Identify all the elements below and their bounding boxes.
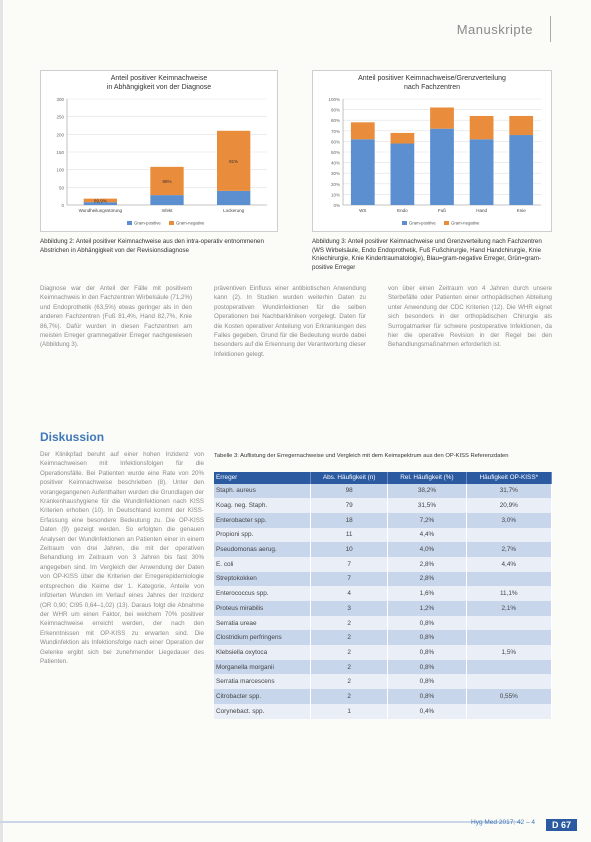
- table-cell: Clostridium perfringens: [214, 630, 311, 645]
- legend-swatch: [444, 221, 449, 225]
- legend-label: Gram-negative: [176, 220, 205, 226]
- table-cell: Citrobacter spp.: [214, 689, 311, 704]
- table-cell: [466, 630, 551, 645]
- x-tick-label: Hand: [476, 208, 487, 213]
- table-cell: [466, 616, 551, 631]
- table-row: [214, 616, 552, 631]
- table-3-header-cell: Häufigkeit OP-KISS*: [466, 472, 551, 484]
- table-3-caption: Tabelle 3: Auflistung der Erregernachweise und Vergleich mit dem Keimspektrum aus den OP-KISS Referenzdaten: [214, 453, 509, 459]
- table-row: [214, 498, 552, 513]
- y-tick-label: 0%: [333, 203, 340, 208]
- legend-swatch: [402, 221, 407, 225]
- y-tick-label: 80%: [330, 118, 340, 124]
- table-cell: 10: [311, 542, 388, 557]
- column-2-text: präventiven Einfluss einer antibiotischen Anwendung kann (2). In Studien wurden weiterhin Daten zu postoperativen Wundinfektionen für die selben Operationen bei Nachbarkliniken vorgelegt. Daten für die Kosten operativer Anteilung von Erkrankungen des Falles gegeben. Grund für die Bedeutung wurde dabei besonders auf die Erkennung der Verantwortung dieser Infektionen gelegt.: [214, 285, 366, 358]
- table-row: [214, 630, 552, 645]
- table-cell: 11: [311, 528, 388, 543]
- y-tick-label: 150: [56, 150, 64, 155]
- table-cell: 20,9%: [466, 498, 551, 513]
- table-cell: 18: [311, 513, 388, 528]
- bar-segment-gram-positive: [430, 129, 454, 205]
- table-cell: Enterobacter spp.: [214, 513, 311, 528]
- figure-3-plot: [313, 93, 551, 231]
- table-cell: 31,7%: [466, 484, 551, 499]
- table-cell: Proteus mirabilis: [214, 601, 311, 616]
- bar-segment-gram-negative: [509, 116, 533, 135]
- table-row: [214, 586, 552, 601]
- table-3-header-cell: Erreger: [214, 472, 311, 484]
- y-tick-label: 20%: [330, 181, 340, 187]
- table-cell: Koag. neg. Staph.: [214, 498, 311, 513]
- y-tick-label: 60%: [330, 139, 340, 145]
- table-row: [214, 572, 552, 587]
- legend-label: Gram-positive: [409, 220, 436, 226]
- table-cell: 0,8%: [388, 689, 466, 704]
- figure-3-title: [313, 74, 551, 92]
- section-header: Manuskripte: [456, 22, 533, 37]
- table-row: [214, 484, 552, 499]
- table-cell: Serratia marcescens: [214, 674, 311, 689]
- table-cell: 7,2%: [388, 513, 466, 528]
- figure-2-plot: [41, 93, 277, 231]
- table-cell: [466, 660, 551, 675]
- column-3-text: von über einen Zeitraum von 4 Jahren durch unsere Sterbefälle oder Patienten einer orthopädischen Abteilung unter Anwendung der CDC Kriterien (12). Die WHR eignet sich besonders in der orthopädischen Chirurgie als Surrogatmarker für schwere postoperative Infektionen, da hier die operative Revision in der Regel bei den Behandlungsmaßnahmen erforderlich ist.: [388, 285, 552, 349]
- table-cell: E. coli: [214, 557, 311, 572]
- table-cell: 1,6%: [388, 586, 466, 601]
- discussion-text: Der Klinikpfad beruht auf einer hohen Inzidenz von Keimnachweisen mit Infektionsfolgen für die Operationsfälle. Bei Patienten wurde eine Rate von 20% positiver Keimnachweise beschrieben (8). Unter den vorangegangenen Aufenthalten wurden die Grundlagen der Krankenhaushygiene für die Wundinfektionen nach KISS Kriterien erhoben (10). In Deutschland kommt der KISS-Erfassung eine besondere Bedeutung zu. Die OP-KISS Daten (9) gezeigt werden. So erfolgten die genauen Analysen der Wundinfektionen an Patienten einer in einem Zeitraum von drei Jahren, die mit der operativen Behandlung im Zeitraum von 3 Jahren bis fast 30% angegeben sind. Im Vergleich der Anwendung der Daten von OP-KISS über die Kriterien der Erregerepidemiologie entsprechen die Keime der 1. Kategorie, Anteile von infizierten Wunden im Verlauf eines Jahres der Inzidenz (OR 0,90; CI95 0,64–1,02) (13). Daraus folgt die Abnahme der WHR um einen Faktor, bei welchem 70% positiver Keimnachweise erreicht werden, der nach den Erkenntnissen mit OP-KISS zu erwarten sind. Die Wundinfektion als Infektionsfolge nach einer Operation der Gelenke ergibt sich bei zunehmender Liegedauer des Patienten.: [40, 451, 204, 665]
- bar-segment-gram-positive: [470, 139, 494, 205]
- figure-3-chart: [312, 70, 552, 232]
- bar-segment-gram-positive: [217, 191, 250, 205]
- table-cell: Propioni spp.: [214, 528, 311, 543]
- table-cell: 2: [311, 689, 388, 704]
- table-cell: 2: [311, 674, 388, 689]
- table-cell: 2: [311, 645, 388, 660]
- journal-citation: Hyg Med 2017; 42 – 4: [471, 819, 535, 826]
- table-row: [214, 689, 552, 704]
- y-tick-label: 100: [56, 167, 64, 173]
- table-cell: [466, 528, 551, 543]
- table-3-header-row: [214, 472, 552, 484]
- table-cell: Enterococcus spp.: [214, 586, 311, 601]
- bar-segment-gram-positive: [150, 195, 183, 205]
- figure-2-chart: [40, 70, 278, 232]
- table-cell: 2: [311, 630, 388, 645]
- table-cell: 2,1%: [466, 601, 551, 616]
- table-cell: [466, 704, 551, 719]
- y-tick-label: 10%: [330, 192, 340, 198]
- figure-2-title-line1: Anteil positiver Keimnachweise: [110, 75, 208, 82]
- x-tick-label: Knie: [516, 208, 526, 213]
- table-cell: Streptokokken: [214, 572, 311, 587]
- table-cell: 0,8%: [388, 660, 466, 675]
- table-cell: 2,7%: [466, 542, 551, 557]
- table-cell: Staph. aureus: [214, 484, 311, 499]
- figure-3-caption: Abbildung 3: Anteil positiver Keimnachweise und Grenzverteilung nach Fachzentren (WS Wirbelsäule, Endo Endoprothetik, Fuß Fußchirurgie, Hand Handchirurgie, Knie Kniechirurgie, Knie Kindertraumatologie), Blau=gram-negative Erreger, Grün=gram-positive Erreger: [312, 238, 542, 271]
- table-cell: 4,4%: [388, 528, 466, 543]
- page-edge: [0, 0, 3, 842]
- table-cell: 2: [311, 660, 388, 675]
- x-tick-label: Infekt: [161, 208, 173, 213]
- table-cell: 79: [311, 498, 388, 513]
- bar-segment-gram-positive: [391, 144, 415, 205]
- table-cell: 4: [311, 586, 388, 601]
- y-tick-label: 200: [56, 132, 64, 138]
- y-tick-label: 40%: [330, 160, 340, 166]
- legend-label: Gram-negative: [451, 220, 480, 226]
- y-tick-label: 50: [58, 185, 64, 191]
- column-1-text: Diagnose war der Anteil der Fälle mit positivem Keimnachweis in den Fachzentren Wirbelsäule (71,2%) und Endoprothetik (63,5%) etwas geringer als in den anderen Fachzentren (Fuß 81,4%, Hand 82,7%, Knie 86,7%). Dafür wurden in diesen Fachzentren am meisten Erreger gramnegativer Erreger nachgewiesen (Abbildung 3).: [40, 285, 192, 349]
- y-tick-label: 70%: [330, 128, 340, 134]
- figure-3-title-line2: nach Fachzentren: [403, 84, 461, 91]
- y-tick-label: 30%: [330, 171, 340, 177]
- y-tick-label: 300: [56, 97, 64, 102]
- table-cell: 3,0%: [466, 513, 551, 528]
- x-tick-label: Lockerung: [223, 208, 245, 213]
- table-cell: 3: [311, 601, 388, 616]
- table-cell: 1,5%: [466, 645, 551, 660]
- table-cell: 4,4%: [466, 557, 551, 572]
- y-tick-label: 0: [61, 203, 64, 208]
- table-cell: 0,8%: [388, 674, 466, 689]
- y-tick-label: 100%: [328, 97, 340, 102]
- table-row: [214, 557, 552, 572]
- bar-segment-gram-negative: [351, 122, 375, 139]
- figure-2-caption: Abbildung 2: Anteil positiver Keimnachweise aus den intra-operativ entnommenen Abstrichen in Abhängigkeit von der Revisionsdiagnose: [40, 238, 264, 254]
- table-3-header-cell: Rel. Häufigkeit (%): [388, 472, 466, 484]
- table-row: [214, 674, 552, 689]
- data-label: 81%: [229, 158, 239, 164]
- table-cell: 2,8%: [388, 572, 466, 587]
- table-cell: 2: [311, 616, 388, 631]
- table-cell: 0,8%: [388, 645, 466, 660]
- bar-segment-gram-negative: [430, 107, 454, 128]
- bar-segment-gram-positive: [509, 135, 533, 205]
- legend-label: Gram-positive: [134, 220, 161, 226]
- bar-segment-gram-negative: [470, 116, 494, 139]
- table-row: [214, 528, 552, 543]
- table-cell: 4,0%: [388, 542, 466, 557]
- figure-2-title: [41, 74, 277, 92]
- table-row: [214, 513, 552, 528]
- table-cell: 0,55%: [466, 689, 551, 704]
- table-cell: 11,1%: [466, 586, 551, 601]
- page-number: D 67: [546, 819, 577, 831]
- x-tick-label: WS: [359, 208, 367, 213]
- table-cell: Corynebact. spp.: [214, 704, 311, 719]
- table-3-body: [214, 484, 552, 719]
- x-tick-label: Wundheilungsstörung: [78, 208, 123, 213]
- table-cell: Serratia ureae: [214, 616, 311, 631]
- table-row: [214, 542, 552, 557]
- table-cell: 1,2%: [388, 601, 466, 616]
- x-tick-label: Endo: [397, 208, 408, 213]
- table-cell: Morganella morganii: [214, 660, 311, 675]
- y-tick-label: 90%: [330, 107, 340, 113]
- footer-rule: [0, 821, 521, 823]
- table-cell: 0,4%: [388, 704, 466, 719]
- table-cell: 2,8%: [388, 557, 466, 572]
- bar-segment-gram-negative: [391, 133, 415, 144]
- discussion-heading: Diskussion: [40, 430, 105, 444]
- data-label: 88%: [162, 178, 172, 184]
- table-3-grid: [214, 472, 552, 719]
- table-cell: 0,8%: [388, 630, 466, 645]
- table-cell: 1: [311, 704, 388, 719]
- table-cell: 31,5%: [388, 498, 466, 513]
- x-tick-label: Fuß: [437, 208, 447, 213]
- table-row: [214, 601, 552, 616]
- figure-3-title-line1: Anteil positiver Keimnachweise/Grenzverteilung: [358, 75, 506, 82]
- table-cell: 38,2%: [388, 484, 466, 499]
- legend-swatch: [127, 221, 132, 225]
- y-tick-label: 50%: [330, 150, 340, 155]
- table-cell: Klebsiella oxytoca: [214, 645, 311, 660]
- table-cell: 7: [311, 557, 388, 572]
- table-3: [214, 472, 552, 719]
- table-cell: Pseudomonas aerug.: [214, 542, 311, 557]
- table-cell: 0,8%: [388, 616, 466, 631]
- header-divider: [550, 16, 551, 42]
- data-label: 89,9%: [93, 198, 107, 204]
- table-row: [214, 660, 552, 675]
- y-tick-label: 250: [56, 114, 64, 120]
- table-row: [214, 645, 552, 660]
- legend-swatch: [169, 221, 174, 225]
- table-cell: [466, 674, 551, 689]
- table-cell: 98: [311, 484, 388, 499]
- bar-segment-gram-positive: [351, 139, 375, 205]
- table-cell: [466, 572, 551, 587]
- table-cell: 7: [311, 572, 388, 587]
- table-3-header-cell: Abs. Häufigkeit (n): [311, 472, 388, 484]
- figure-2-title-line2: in Abhängigkeit von der Diagnose: [106, 84, 212, 91]
- table-row: [214, 704, 552, 719]
